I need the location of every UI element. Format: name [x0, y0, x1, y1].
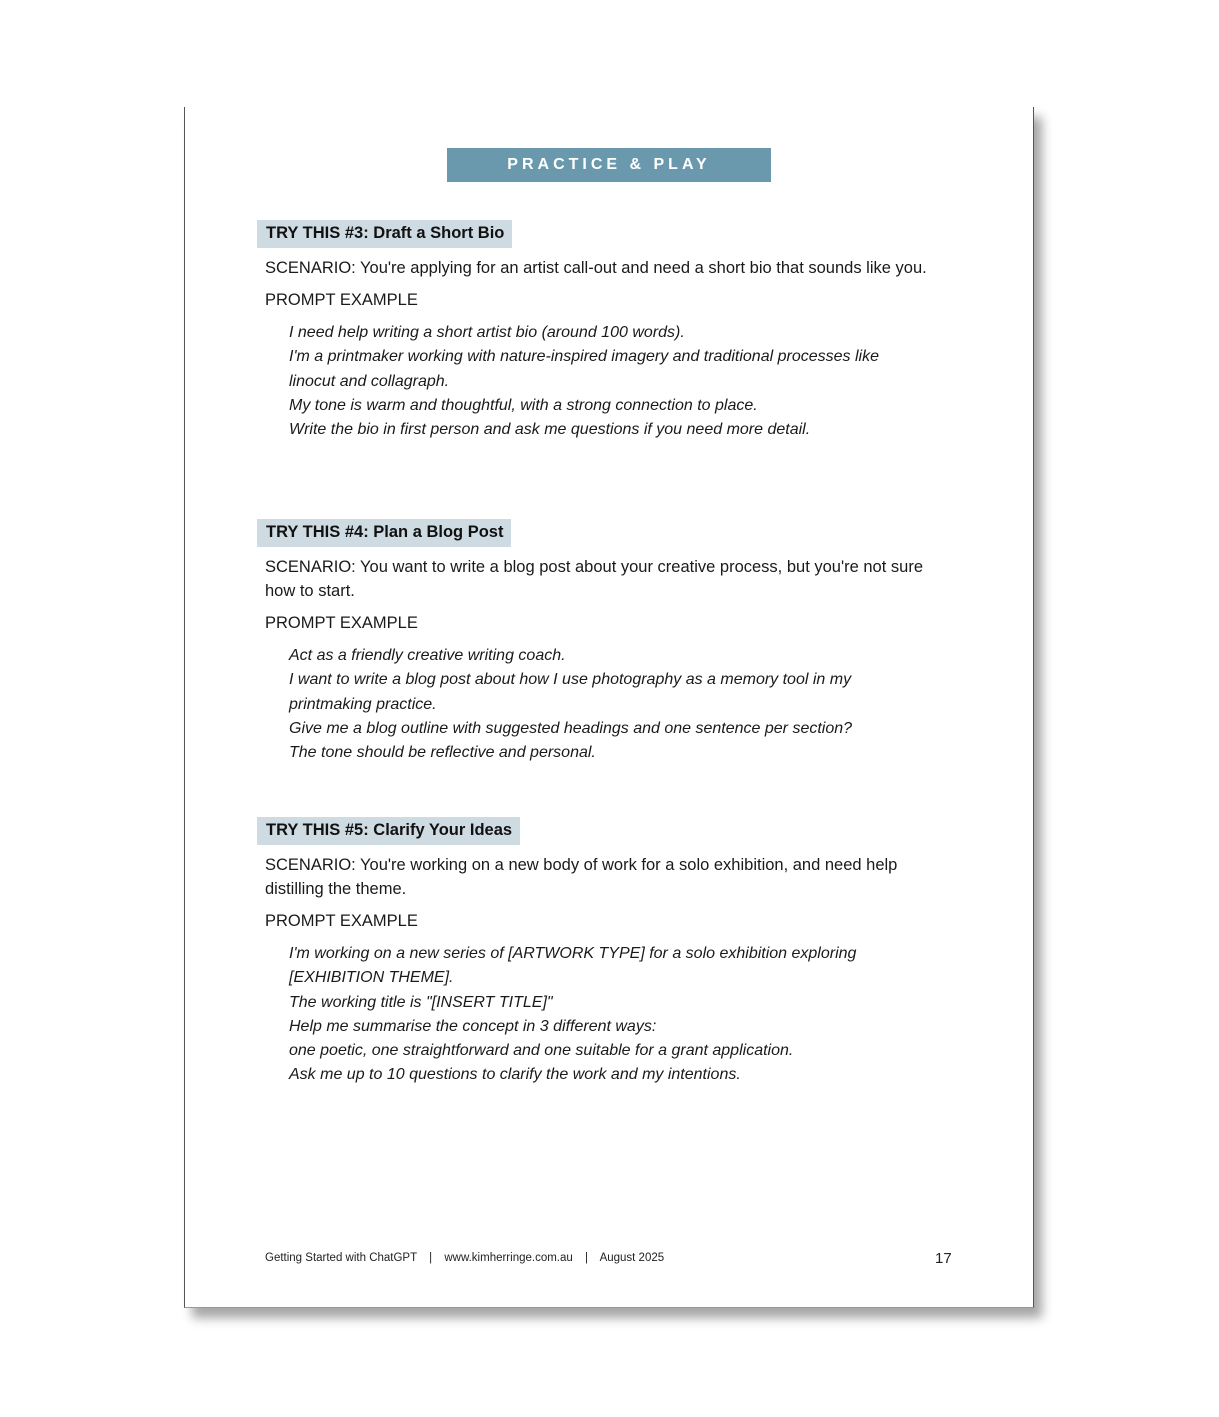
section-heading: TRY THIS #3: Draft a Short Bio: [257, 220, 512, 248]
prompt-line: I'm working on a new series of [ARTWORK TYPE] for a solo exhibition exploring: [289, 945, 857, 962]
prompt-line: Ask me up to 10 questions to clarify the work and my intentions.: [289, 1066, 741, 1084]
page-footer: [265, 1252, 664, 1264]
prompt-line: [EXHIBITION THEME].: [289, 969, 454, 987]
prompt-line: linocut and collagraph.: [289, 372, 450, 390]
prompt-line: I need help writing a short artist bio (around 100 words).: [289, 324, 685, 341]
prompt-line: I'm a printmaker working with nature-inspired imagery and traditional processes like: [289, 348, 879, 366]
prompt-line: The working title is "[INSERT TITLE]": [289, 993, 553, 1011]
footer-title: Getting Started with ChatGPT: [265, 1252, 417, 1264]
prompt-example: [289, 644, 949, 765]
footer-separator: |: [429, 1252, 433, 1264]
document-page: [184, 107, 1034, 1308]
prompt-line: one poetic, one straightforward and one suitable for a grant application.: [289, 1042, 794, 1060]
section-banner: PRACTICE & PLAY: [447, 148, 771, 182]
section-heading: TRY THIS #4: Plan a Blog Post: [257, 519, 511, 547]
prompt-label: PROMPT EXAMPLE: [265, 614, 418, 632]
try-this-4-section: [257, 519, 957, 765]
footer-website: www.kimherringe.com.au: [444, 1252, 573, 1264]
prompt-example: [289, 321, 949, 442]
prompt-line: Write the bio in first person and ask me questions if you need more detail.: [289, 421, 811, 439]
prompt-line: printmaking practice.: [289, 695, 437, 713]
prompt-line: The tone should be reflective and personal.: [289, 744, 596, 762]
scenario-text: SCENARIO: You want to write a blog post about your creative process, but you're not sure how to start.: [265, 558, 924, 600]
prompt-line: Help me summarise the concept in 3 different ways:: [289, 1017, 657, 1035]
prompt-line: Give me a blog outline with suggested headings and one sentence per section?: [289, 719, 853, 737]
page-number: 17: [935, 1250, 952, 1267]
footer-separator: |: [585, 1252, 588, 1264]
prompt-label: PROMPT EXAMPLE: [265, 912, 418, 930]
prompt-line: My tone is warm and thoughtful, with a strong connection to place.: [289, 396, 758, 414]
prompt-example: [289, 942, 949, 1088]
try-this-3-section: [257, 220, 957, 442]
footer-date: August 2025: [599, 1252, 665, 1264]
section-heading: TRY THIS #5: Clarify Your Ideas: [257, 817, 520, 845]
prompt-label: PROMPT EXAMPLE: [265, 291, 418, 309]
scenario-text: SCENARIO: You're applying for an artist call-out and need a short bio that sounds like you.: [265, 259, 927, 277]
prompt-line: I want to write a blog post about how I use photography as a memory tool in my: [289, 671, 852, 689]
prompt-line: Act as a friendly creative writing coach.: [289, 647, 566, 664]
scenario-text: SCENARIO: You're working on a new body of work for a solo exhibition, and need help distilling the theme.: [265, 856, 898, 898]
try-this-5-section: [257, 817, 957, 1088]
